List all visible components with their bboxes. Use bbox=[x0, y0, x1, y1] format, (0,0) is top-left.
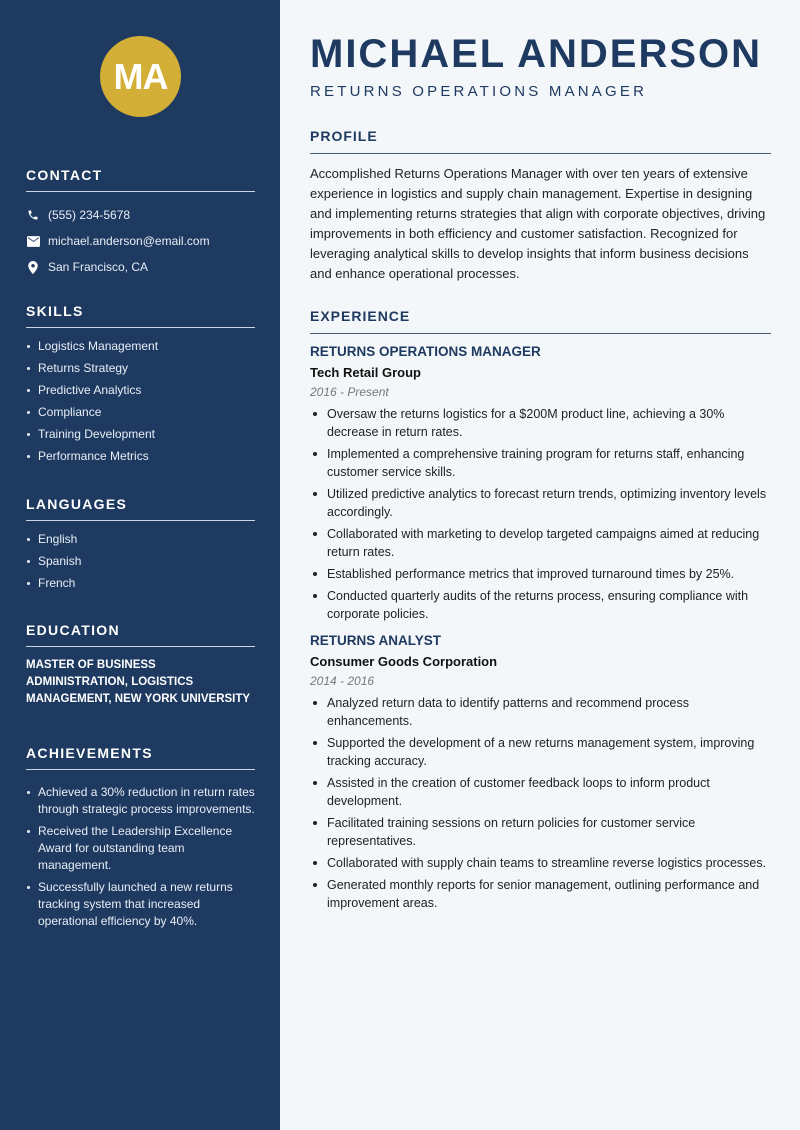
education-heading: EDUCATION bbox=[26, 622, 255, 647]
job-dates: 2014 - 2016 bbox=[310, 674, 375, 688]
location-text: San Francisco, CA bbox=[48, 260, 149, 274]
skill-item: Logistics Management bbox=[26, 338, 255, 355]
skills-list bbox=[26, 338, 255, 465]
job-entry bbox=[310, 633, 771, 912]
language-item: French bbox=[26, 575, 255, 592]
job-company: Tech Retail Group bbox=[310, 365, 421, 380]
job-bullet: Oversaw the returns logistics for a $200M product line, achieving a 30% decrease in return rates. bbox=[310, 405, 771, 441]
contact-heading: CONTACT bbox=[26, 167, 255, 192]
languages-heading: LANGUAGES bbox=[26, 496, 255, 521]
job-entry bbox=[310, 344, 771, 623]
job-bullet: Facilitated training sessions on return policies for customer service representatives. bbox=[310, 814, 771, 850]
profile-heading: PROFILE bbox=[310, 128, 771, 154]
skills-heading: SKILLS bbox=[26, 303, 255, 328]
candidate-title: RETURNS OPERATIONS MANAGER bbox=[310, 83, 648, 100]
job-bullet: Established performance metrics that improved turnaround times by 25%. bbox=[310, 565, 771, 583]
education-section bbox=[26, 622, 255, 708]
languages-section bbox=[26, 496, 255, 597]
contact-section bbox=[26, 167, 255, 280]
job-title: RETURNS ANALYST bbox=[310, 633, 442, 648]
skill-item: Performance Metrics bbox=[26, 448, 255, 465]
job-bullet: Implemented a comprehensive training program for returns staff, enhancing customer service skills. bbox=[310, 445, 771, 481]
job-bullet: Utilized predictive analytics to forecast return trends, optimizing inventory levels accordingly. bbox=[310, 485, 771, 521]
job-bullet: Collaborated with supply chain teams to streamline reverse logistics processes. bbox=[310, 854, 771, 872]
achievement-item: Received the Leadership Excellence Award for outstanding team management. bbox=[26, 823, 255, 874]
skills-section bbox=[26, 303, 255, 470]
job-bullets bbox=[310, 405, 771, 623]
achievement-item: Successfully launched a new returns tracking system that increased operational efficiency by 40%. bbox=[26, 879, 255, 930]
profile-text: Accomplished Returns Operations Manager with over ten years of extensive experience in logistics and supply chain management. Expertise in designing and implementing returns strategies that align with corporate objectives, driving improvements in both efficiency and customer satisfaction. Recognized for leveraging analytical skills to develop insights that inform business decisions and enhance operational processes. bbox=[310, 166, 766, 281]
achievements-section bbox=[26, 745, 255, 935]
skill-item: Training Development bbox=[26, 426, 255, 443]
phone-icon bbox=[26, 208, 40, 222]
candidate-name: MICHAEL ANDERSON bbox=[310, 32, 763, 76]
language-item: Spanish bbox=[26, 553, 255, 570]
job-bullet: Conducted quarterly audits of the returns process, ensuring compliance with corporate policies. bbox=[310, 587, 771, 623]
skill-item: Compliance bbox=[26, 404, 255, 421]
location-pin-icon bbox=[26, 260, 40, 274]
profile-section bbox=[310, 128, 771, 284]
job-bullet: Generated monthly reports for senior management, outlining performance and improvement areas. bbox=[310, 876, 771, 912]
phone-text: (555) 234-5678 bbox=[48, 208, 131, 222]
job-bullet: Analyzed return data to identify patterns and recommend process enhancements. bbox=[310, 694, 771, 730]
avatar bbox=[100, 36, 181, 117]
languages-list bbox=[26, 531, 255, 592]
contact-email bbox=[26, 228, 255, 254]
achievements-heading: ACHIEVEMENTS bbox=[26, 745, 255, 770]
experience-heading: EXPERIENCE bbox=[310, 308, 771, 334]
avatar-initials: MA bbox=[113, 55, 168, 97]
job-company: Consumer Goods Corporation bbox=[310, 654, 498, 669]
email-icon bbox=[26, 234, 40, 248]
email-text[interactable]: michael.anderson@email.com bbox=[48, 234, 210, 248]
sidebar bbox=[0, 0, 280, 1130]
language-item: English bbox=[26, 531, 255, 548]
contact-location bbox=[26, 254, 255, 280]
job-bullet: Collaborated with marketing to develop targeted campaigns aimed at reducing return rates. bbox=[310, 525, 771, 561]
skill-item: Returns Strategy bbox=[26, 360, 255, 377]
job-bullet: Supported the development of a new returns management system, improving tracking accuracy. bbox=[310, 734, 771, 770]
experience-section bbox=[310, 308, 771, 922]
job-bullet: Assisted in the creation of customer feedback loops to inform product development. bbox=[310, 774, 771, 810]
job-title: RETURNS OPERATIONS MANAGER bbox=[310, 344, 541, 359]
achievement-item: Achieved a 30% reduction in return rates through strategic process improvements. bbox=[26, 784, 255, 818]
job-dates: 2016 - Present bbox=[310, 385, 389, 399]
job-bullets bbox=[310, 694, 771, 912]
achievements-list bbox=[26, 784, 255, 930]
contact-phone bbox=[26, 202, 255, 228]
skill-item: Predictive Analytics bbox=[26, 382, 255, 399]
education-degree: MASTER OF BUSINESS ADMINISTRATION, LOGISTICS MANAGEMENT, NEW YORK UNIVERSITY bbox=[26, 659, 251, 705]
